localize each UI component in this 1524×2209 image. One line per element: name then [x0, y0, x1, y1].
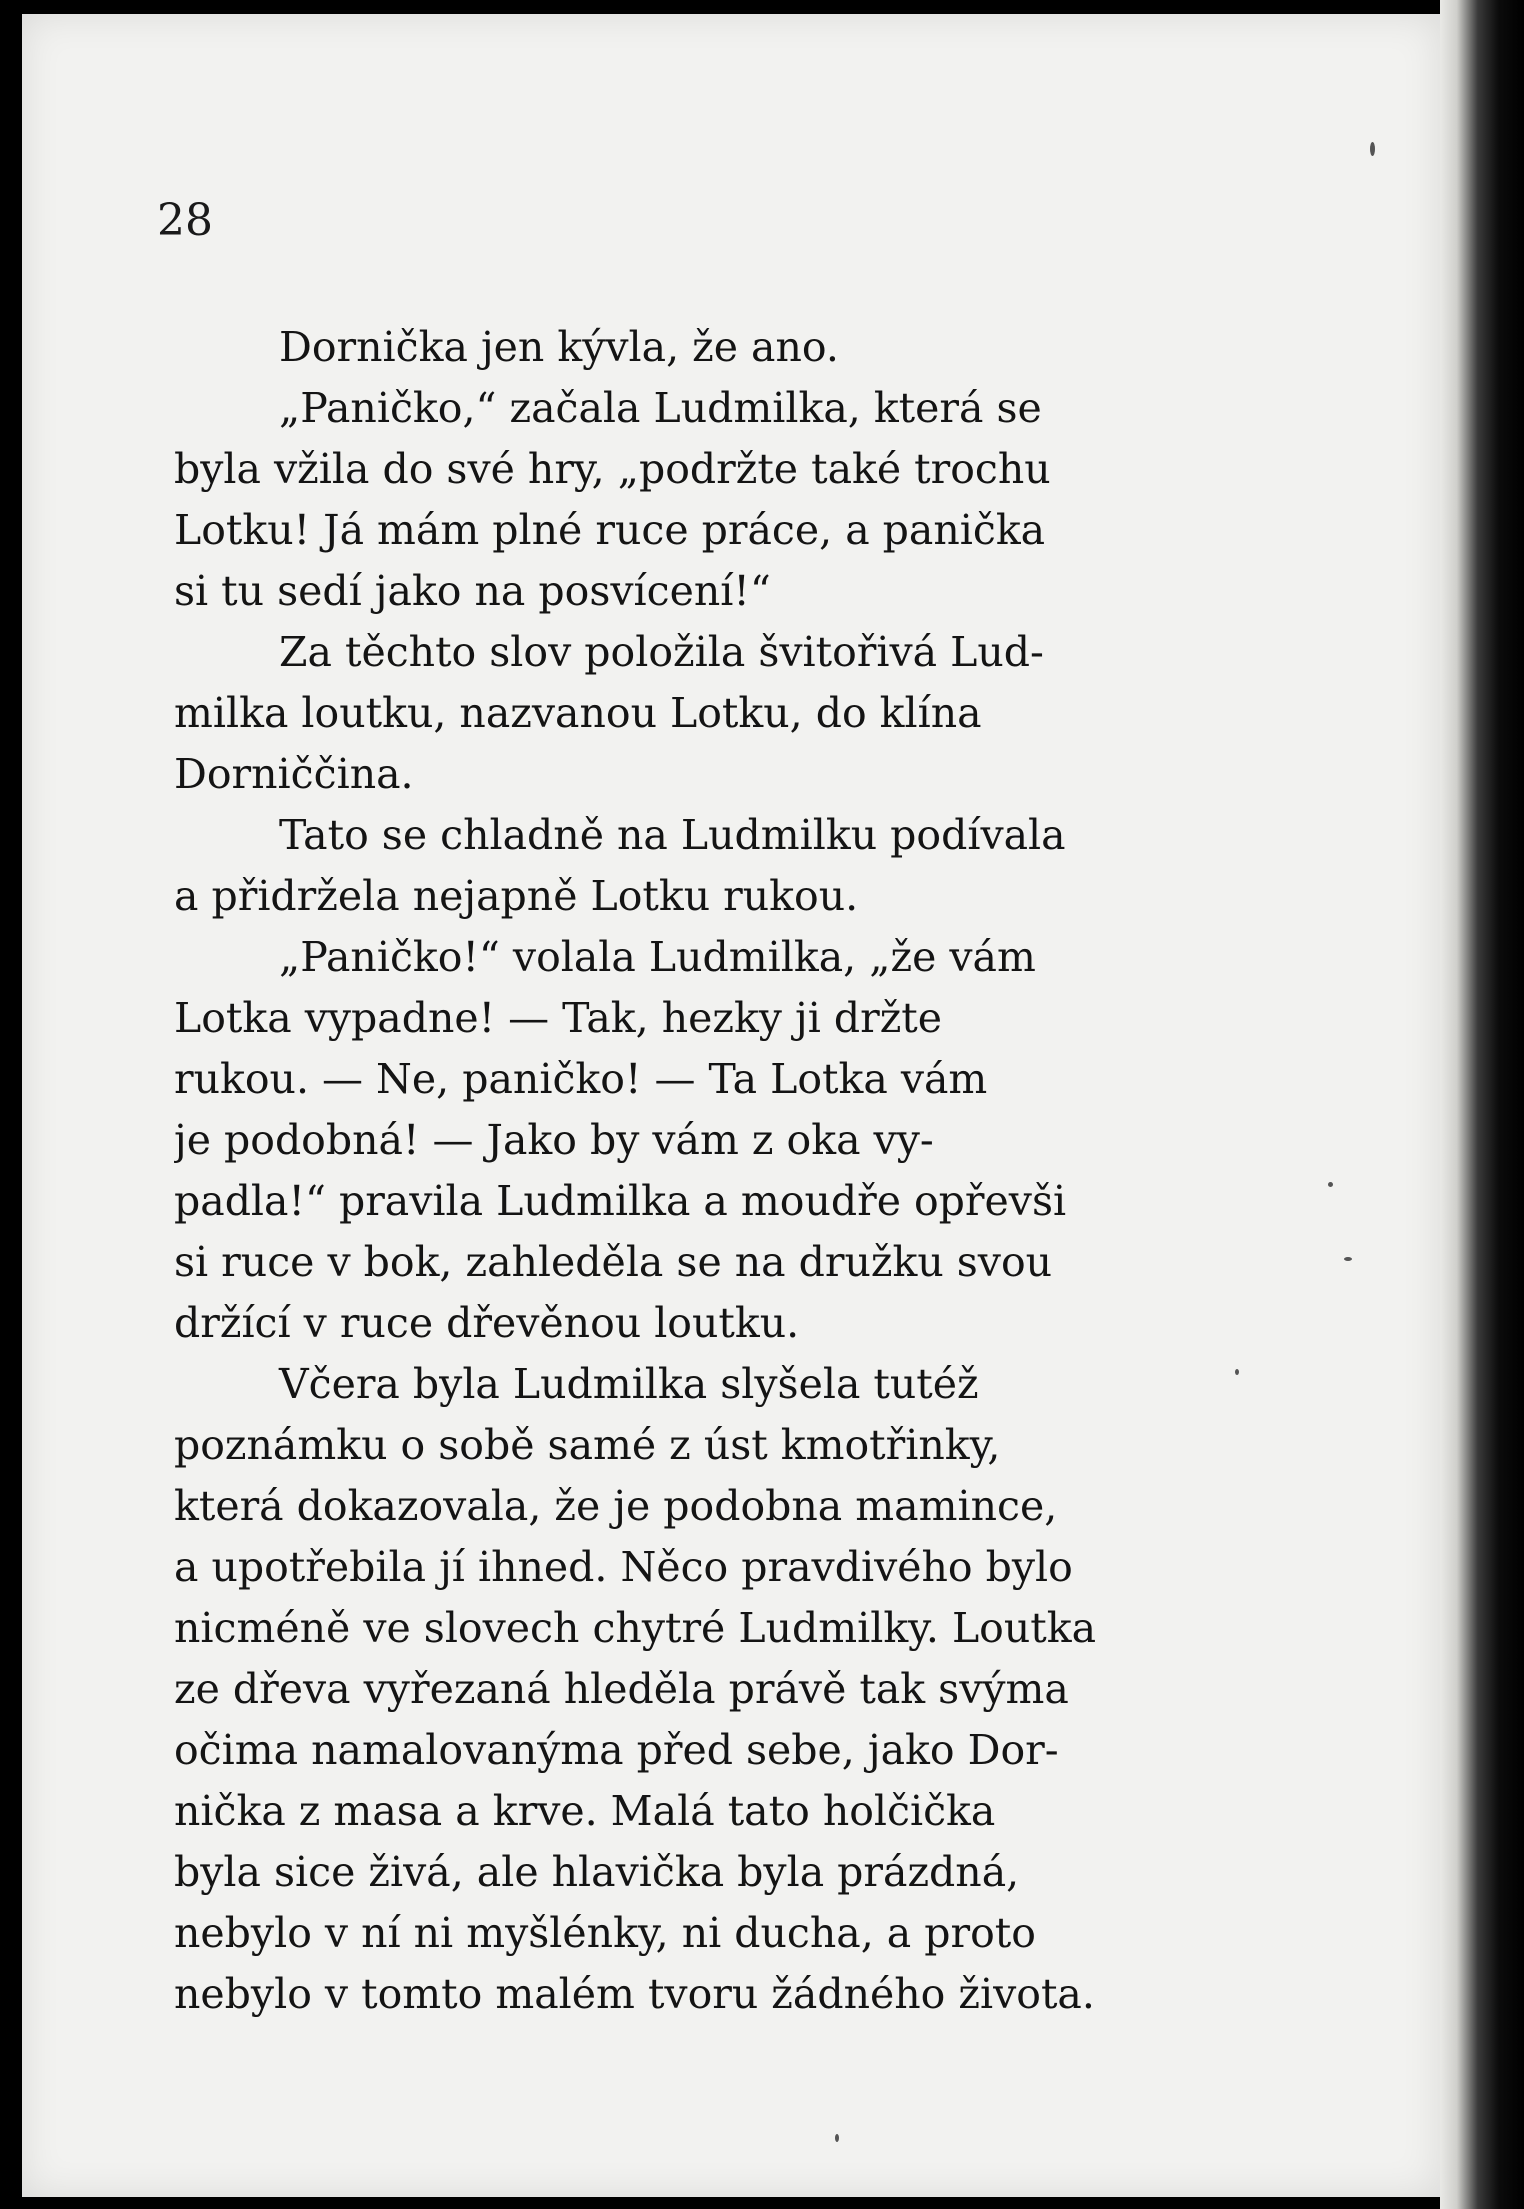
paper-speck — [1370, 142, 1375, 156]
text-line: milka loutku, nazvanou Lotku, do klína — [174, 689, 982, 737]
book-binding-edge — [1440, 0, 1524, 2209]
page-number: 28 — [157, 195, 213, 246]
text-line: držící v ruce dřevěnou loutku. — [174, 1299, 800, 1347]
text-line: poznámku o sobě samé z úst kmotřinky, — [174, 1421, 1001, 1469]
text-line: a upotřebila jí ihned. Něco pravdivého bylo — [174, 1543, 1073, 1591]
text-line: si tu sedí jako na posvícení!“ — [174, 567, 771, 615]
text-line: ze dřeva vyřezaná hleděla právě tak svýma — [174, 1665, 1069, 1713]
text-line: nebylo v tomto malém tvoru žádného života. — [174, 1970, 1095, 2018]
text-line: Lotka vypadne! — Tak, hezky ji držte — [174, 994, 943, 1042]
book-page — [22, 14, 1440, 2197]
paper-speck — [1344, 1257, 1352, 1261]
text-line: „Paničko,“ začala Ludmilka, která se — [279, 384, 1042, 432]
text-line: Tato se chladně na Ludmilku podívala — [279, 811, 1066, 859]
body-text — [174, 317, 1179, 2025]
text-line: „Paničko!“ volala Ludmilka, „že vám — [279, 933, 1036, 981]
text-line: nebylo v ní ni myšlénky, ni ducha, a proto — [174, 1909, 1036, 1957]
paper-speck — [1235, 1369, 1239, 1375]
text-line: Lotku! Já mám plné ruce práce, a panička — [174, 506, 1046, 554]
text-line: očima namalovanýma před sebe, jako Dor- — [174, 1726, 1059, 1774]
text-line: nička z masa a krve. Malá tato holčička — [174, 1787, 996, 1835]
text-line: nicméně ve slovech chytré Ludmilky. Loutka — [174, 1604, 1097, 1652]
text-line: Dorniččina. — [174, 750, 414, 798]
text-line: padla!“ pravila Ludmilka a moudře opřevši — [174, 1177, 1067, 1225]
text-line: byla vžila do své hry, „podržte také trochu — [174, 445, 1051, 493]
text-line: byla sice živá, ale hlavička byla prázdná, — [174, 1848, 1020, 1896]
text-line: rukou. — Ne, paničko! — Ta Lotka vám — [174, 1055, 988, 1103]
paper-speck — [835, 2134, 839, 2142]
text-line: si ruce v bok, zahleděla se na družku svou — [174, 1238, 1053, 1286]
paper-speck — [1328, 1182, 1333, 1187]
text-line: která dokazovala, že je podobna mamince, — [174, 1482, 1058, 1530]
text-line: je podobná! — Jako by vám z oka vy- — [174, 1116, 934, 1164]
text-line: Dornička jen kývla, že ano. — [279, 323, 839, 371]
text-line: Za těchto slov položila švitořivá Lud- — [279, 628, 1044, 676]
text-line: a přidržela nejapně Lotku rukou. — [174, 872, 859, 920]
text-line: Včera byla Ludmilka slyšela tutéž — [279, 1360, 979, 1408]
